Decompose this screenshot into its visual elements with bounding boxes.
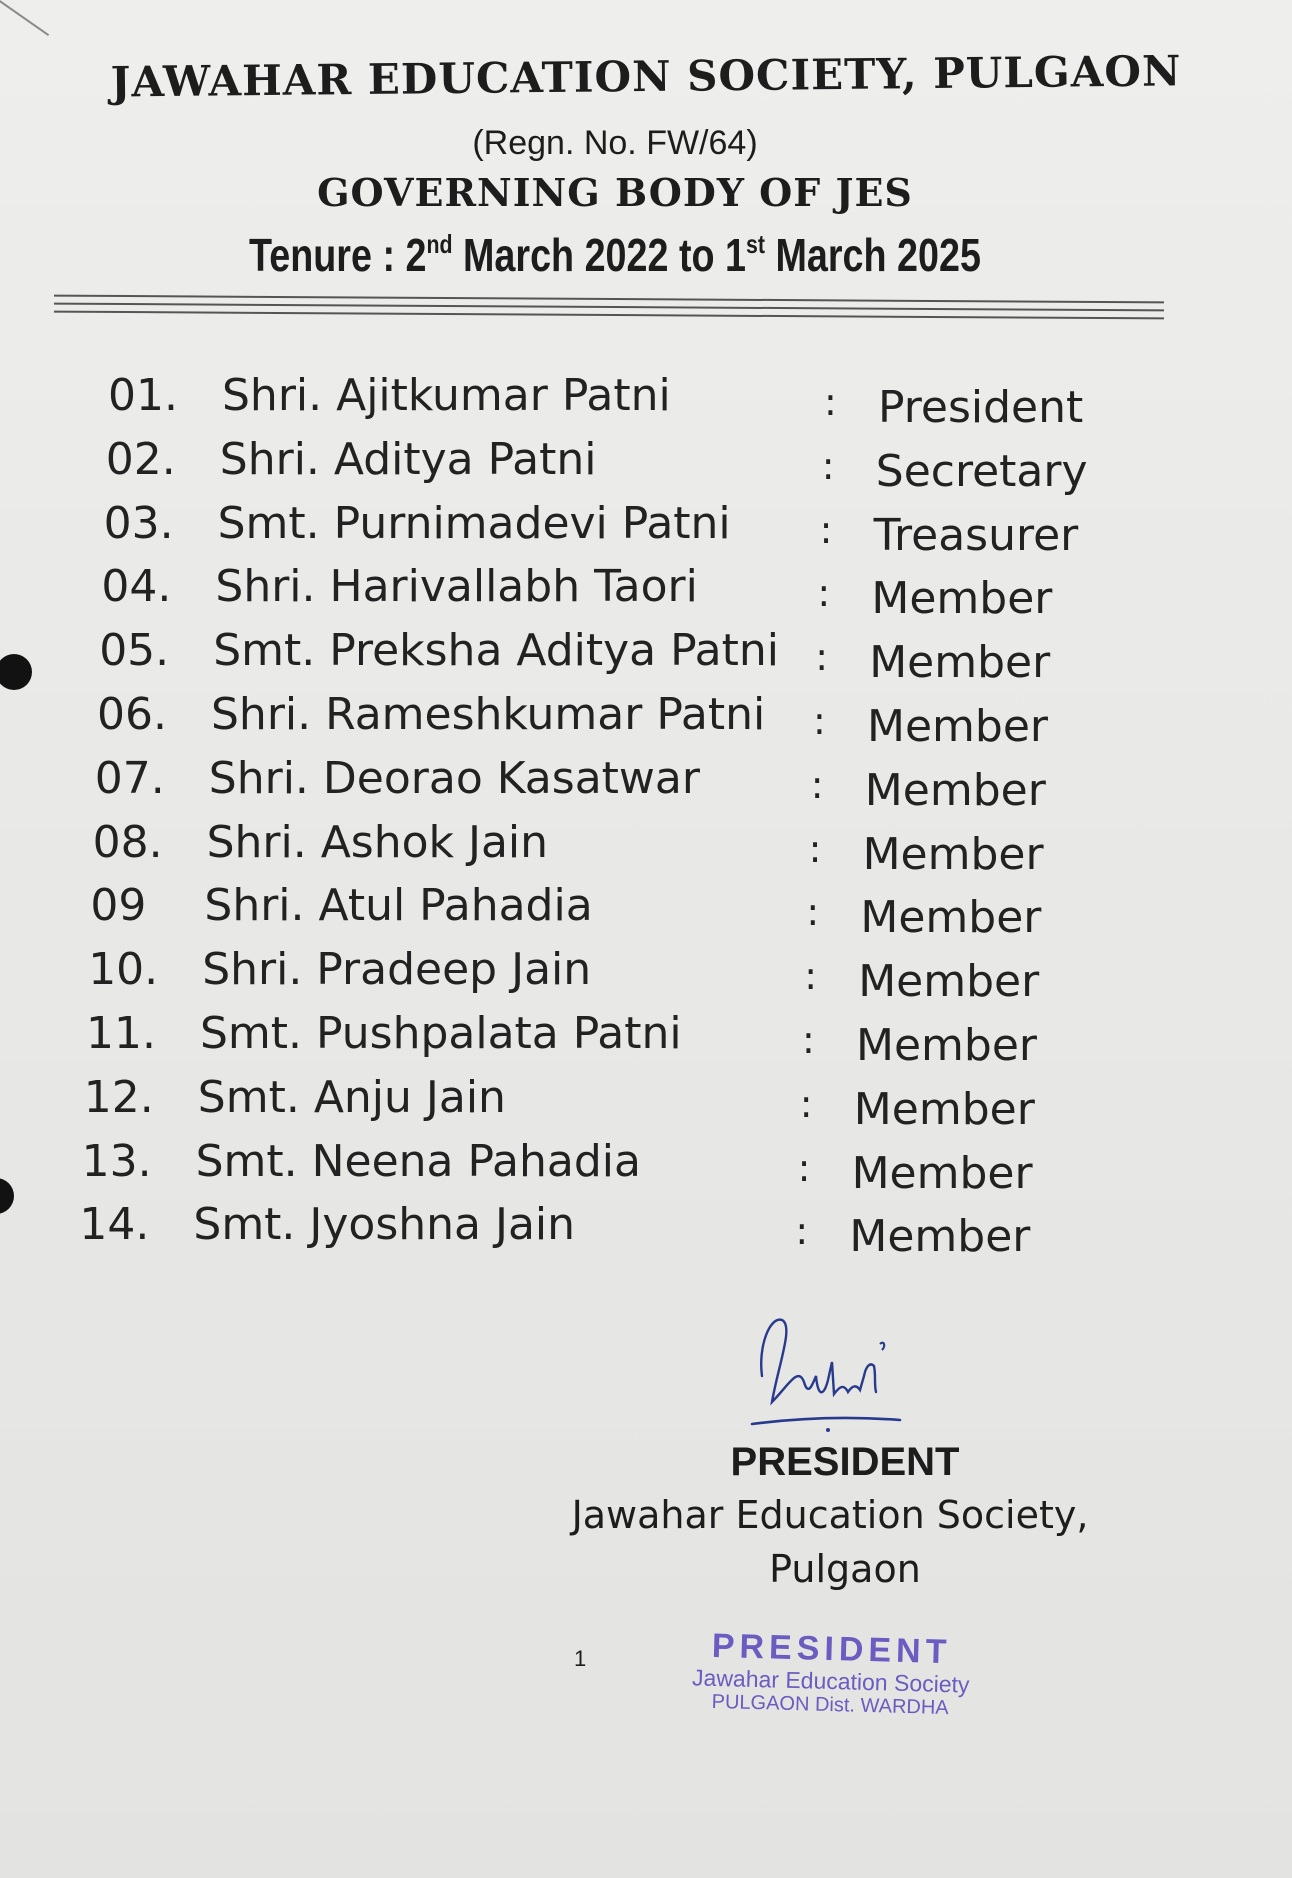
- member-role: Member: [851, 1147, 1033, 1199]
- tenure-middle: March 2022 to 1: [452, 229, 747, 281]
- member-separator: :: [799, 1081, 813, 1126]
- member-role: Member: [871, 573, 1053, 625]
- signatory-organization: Jawahar Education Society,: [571, 1493, 1089, 1537]
- member-separator: :: [810, 762, 824, 807]
- member-separator: :: [819, 507, 833, 552]
- member-number: 06.: [97, 689, 167, 740]
- member-role: Treasurer: [873, 509, 1079, 561]
- stamp-location: PULGAON Dist. WARDHA: [711, 1690, 949, 1720]
- member-separator: :: [802, 1018, 815, 1062]
- official-stamp: [675, 1626, 987, 1720]
- signatory-block: [530, 1440, 1130, 1591]
- handwritten-signature: [748, 1306, 908, 1436]
- member-number: 11.: [86, 1008, 156, 1059]
- member-role: Member: [862, 828, 1044, 880]
- member-row: [90, 880, 1210, 944]
- tenure-suffix: March 2025: [764, 229, 981, 281]
- member-name: Smt. Anju Jain: [197, 1071, 506, 1123]
- member-role: Member: [864, 764, 1046, 816]
- member-row: [81, 1135, 1202, 1199]
- member-number: 05.: [99, 625, 170, 677]
- member-separator: :: [821, 443, 835, 488]
- member-name: Shri. Deorao Kasatwar: [208, 752, 700, 804]
- member-number: 01.: [108, 370, 178, 421]
- member-number: 02.: [105, 433, 176, 485]
- member-separator: :: [795, 1209, 809, 1254]
- member-name: Smt. Purnimadevi Patni: [217, 497, 731, 549]
- member-number: 04.: [101, 561, 172, 613]
- tenure-prefix: Tenure : 2: [249, 229, 427, 281]
- member-role: Member: [853, 1083, 1035, 1135]
- member-name: Shri. Rameshkumar Patni: [211, 689, 766, 740]
- member-role: Member: [849, 1211, 1031, 1263]
- member-row: [92, 816, 1213, 880]
- page-number: 1: [574, 1646, 587, 1671]
- member-role: Member: [869, 637, 1051, 689]
- member-name: Smt. Neena Pahadia: [195, 1135, 641, 1187]
- member-separator: :: [804, 954, 817, 999]
- registration-number: (Regn. No. FW/64): [472, 124, 758, 162]
- member-number: 13.: [81, 1135, 152, 1187]
- signatory-title: PRESIDENT: [730, 1440, 960, 1484]
- member-row: [108, 370, 1228, 433]
- member-name: Smt. Pushpalata Patni: [200, 1008, 682, 1059]
- member-role: Member: [858, 956, 1040, 1008]
- tenure-sup-st: st: [746, 229, 765, 259]
- member-separator: :: [824, 380, 837, 424]
- society-name: JAWAHAR EDUCATION SOCIETY, PULGAON: [110, 46, 1182, 107]
- member-row: [83, 1071, 1204, 1135]
- member-name: Shri. Atul Pahadia: [204, 880, 593, 932]
- member-row: [79, 1199, 1199, 1263]
- member-name: Shri. Aditya Patni: [219, 433, 597, 485]
- member-name: Shri. Harivallabh Taori: [215, 561, 698, 613]
- member-row: [101, 561, 1221, 625]
- member-separator: :: [806, 890, 820, 935]
- member-row: [103, 497, 1224, 561]
- signatory-location: Pulgaon: [769, 1547, 921, 1591]
- member-separator: :: [815, 635, 828, 680]
- member-name: Smt. Jyoshna Jain: [193, 1199, 576, 1251]
- member-name: Shri. Pradeep Jain: [202, 944, 592, 996]
- member-row: [105, 433, 1226, 497]
- member-role: Member: [860, 892, 1042, 944]
- member-separator: :: [817, 571, 831, 616]
- governing-body-title: GOVERNING BODY OF JES: [317, 170, 913, 215]
- member-row: [99, 625, 1219, 689]
- tenure-sup-nd: nd: [426, 229, 453, 259]
- member-separator: :: [808, 826, 822, 871]
- member-number: 08.: [92, 816, 163, 868]
- member-number: 12.: [83, 1071, 154, 1123]
- member-name: Shri. Ashok Jain: [206, 816, 549, 868]
- member-name: Smt. Preksha Aditya Patni: [213, 625, 779, 677]
- member-number: 07.: [94, 752, 165, 804]
- member-role: Member: [867, 701, 1048, 752]
- member-row: [88, 944, 1208, 1008]
- member-role: Secretary: [875, 445, 1088, 497]
- member-number: 03.: [103, 497, 174, 549]
- member-number: 14.: [79, 1199, 150, 1251]
- member-role: President: [878, 382, 1084, 433]
- stamp-organization: Jawahar Education Society: [691, 1664, 970, 1698]
- member-separator: :: [797, 1145, 811, 1190]
- member-role: Member: [856, 1020, 1037, 1071]
- member-separator: :: [813, 699, 826, 743]
- member-number: 09: [90, 880, 147, 932]
- stamp-title: PRESIDENT: [711, 1626, 952, 1672]
- member-row: [97, 689, 1217, 752]
- member-number: 10.: [88, 944, 159, 996]
- member-name: Shri. Ajitkumar Patni: [222, 370, 671, 421]
- member-row: [94, 752, 1215, 816]
- member-row: [86, 1008, 1206, 1071]
